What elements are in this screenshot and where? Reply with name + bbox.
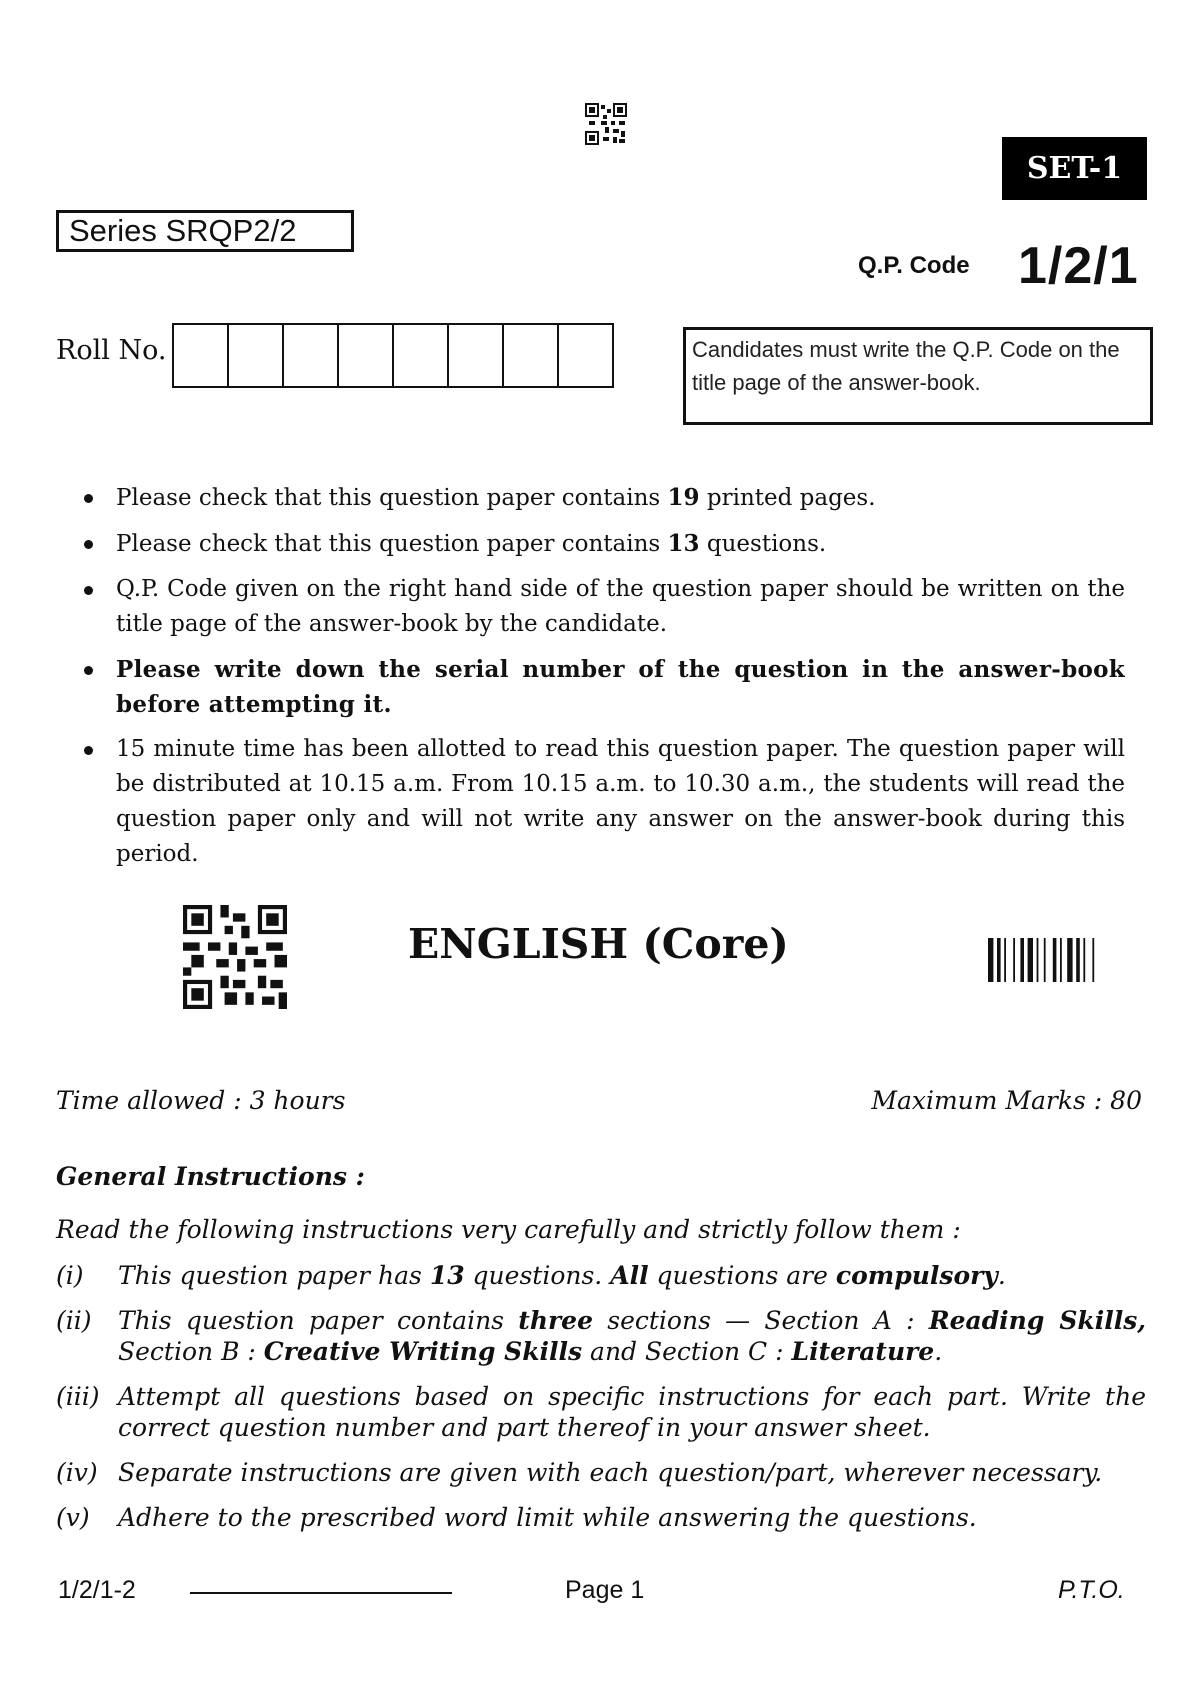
maximum-marks: Maximum Marks : 80 xyxy=(871,1086,1142,1115)
qr-code-small-icon xyxy=(585,103,627,145)
qp-code-label: Q.P. Code xyxy=(858,252,970,279)
roll-no-boxes[interactable] xyxy=(172,323,614,388)
roll-no-box[interactable] xyxy=(394,325,449,386)
roll-no-box[interactable] xyxy=(284,325,339,386)
instruction-item: (iv) Separate instructions are given with each question/part, wherever necessary. xyxy=(56,1458,1103,1487)
check-pages: Please check that this question paper contains 19 printed pages. xyxy=(80,480,1125,516)
instruction-item: (v) Adhere to the prescribed word limit while answering the questions. xyxy=(56,1503,977,1532)
footer-page-number: Page 1 xyxy=(565,1576,645,1604)
instruction-item: (ii) This question paper contains three sections — Section A : Reading Skills, Section B : Creative Writing Skills and Section C : Literature. xyxy=(56,1306,1146,1366)
general-instructions-intro: Read the following instructions very carefully and strictly follow them : xyxy=(56,1215,961,1244)
instruction-item: (iii) Attempt all questions based on specific instructions for each part. Write the correct question number and part thereof in your answer sheet. xyxy=(56,1382,1146,1442)
check-qp-code: Q.P. Code given on the right hand side of the question paper should be written on the title page of the answer-book by the candidate. xyxy=(80,572,1125,642)
general-instructions-heading: General Instructions : xyxy=(56,1162,365,1191)
check-serial-number: Please write down the serial number of the question in the answer-book before attempting it. xyxy=(80,652,1125,722)
footer-paper-code: 1/2/1-2 xyxy=(58,1576,136,1604)
roll-no-box[interactable] xyxy=(174,325,229,386)
check-reading-time: 15 minute time has been allotted to read this question paper. The question paper will be distributed at 10.15 a.m. From 10.15 a.m. to 10.30 a.m., the students will read the question paper only and will not write any answer on the answer-book during this period. xyxy=(80,732,1125,872)
qr-code-large-icon xyxy=(183,905,287,1009)
subject-title: ENGLISH (Core) xyxy=(408,920,789,968)
roll-no-box[interactable] xyxy=(504,325,559,386)
set-badge: SET-1 xyxy=(1002,137,1147,200)
roll-no-box[interactable] xyxy=(449,325,504,386)
candidate-note: Candidates must write the Q.P. Code on the title page of the answer-book. xyxy=(683,327,1153,425)
roll-no-box[interactable] xyxy=(559,325,614,386)
roll-no-label: Roll No. xyxy=(56,335,167,366)
qp-code-value: 1/2/1 xyxy=(1018,237,1139,295)
footer-pto: P.T.O. xyxy=(1058,1576,1125,1604)
barcode-icon xyxy=(988,938,1135,982)
footer-divider xyxy=(190,1592,452,1594)
check-questions: Please check that this question paper contains 13 questions. xyxy=(80,526,1125,562)
general-instructions-list xyxy=(56,1260,1146,1547)
time-allowed: Time allowed : 3 hours xyxy=(56,1086,346,1115)
roll-no-box[interactable] xyxy=(339,325,394,386)
roll-no-box[interactable] xyxy=(229,325,284,386)
paper-checks xyxy=(80,480,1125,882)
instruction-item: (i) This question paper has 13 questions. All questions are compulsory. xyxy=(56,1261,1006,1290)
series-label: Series SRQP2/2 xyxy=(56,210,354,252)
